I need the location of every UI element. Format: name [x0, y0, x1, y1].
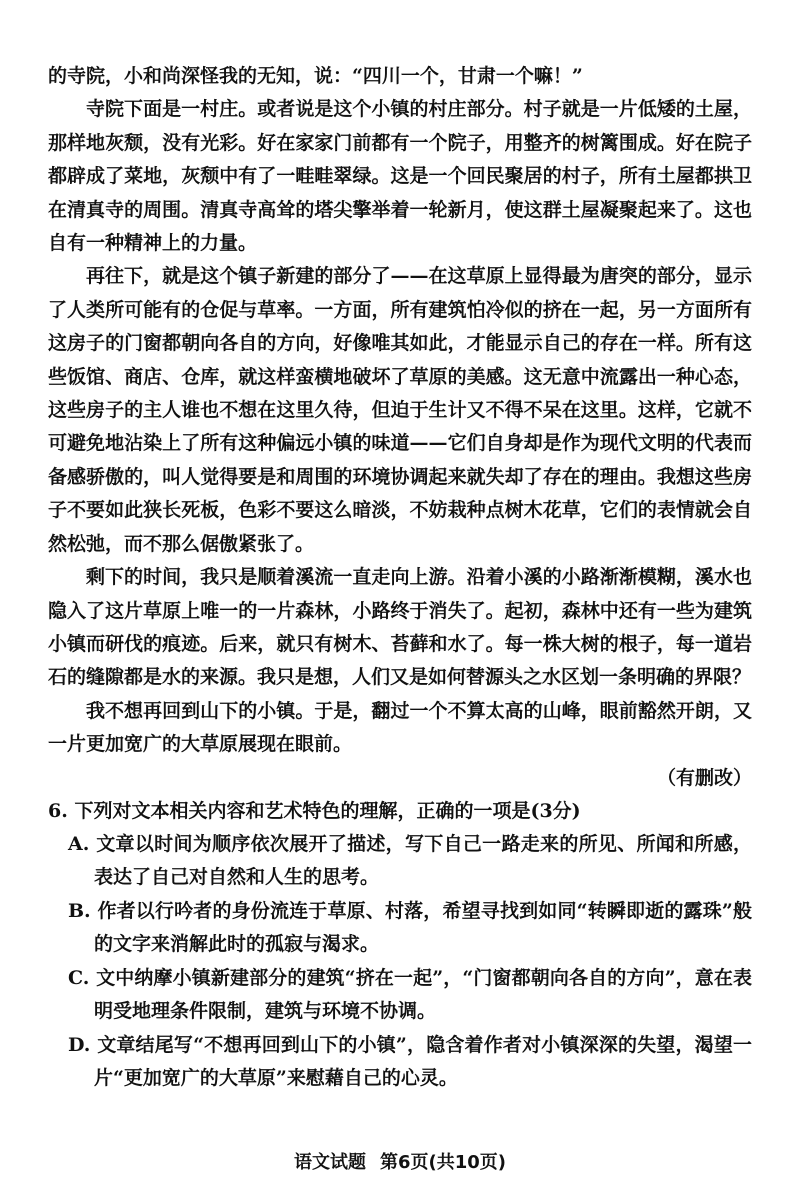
option-b: B. 作者以行吟者的身份流连于草原、村落，希望寻找到如同“转瞬即逝的露珠”般的文字来消解此时的孤寂与渴求。	[68, 899, 752, 956]
passage-paragraph: 剩下的时间，我只是顺着溪流一直走向上游。沿着小溪的小路渐渐模糊，溪水也隐入了这片草原上唯一的一片森林，小路终于消失了。起初，森林中还有一些为建筑小镇而研伐的痕迹。后来，就只有树木、苔藓和水了。每一株大树的根子，每一道岩石的缝隙都是水的来源。我只是想，人们又是如何替源头之水区划一条明确的界限？	[48, 566, 752, 689]
source-note: （有删改）	[656, 766, 752, 789]
passage	[48, 60, 752, 795]
answer-options	[48, 828, 752, 1096]
question-stem: 6. 下列对文本相关内容和艺术特色的理解，正确的一项是(3分)	[48, 799, 581, 822]
passage-paragraph: 我不想再回到山下的小镇。于是，翻过一个不算太高的山峰，眼前豁然开朗，又一片更加宽广的大草原展现在眼前。	[48, 699, 752, 756]
passage-paragraph: 再往下，就是这个镇子新建的部分了——在这草原上显得最为唐突的部分，显示了人类所可能有的仓促与草率。一方面，所有建筑怕冷似的挤在一起，另一方面所有这房子的门窗都朝向各自的方向，好像唯其如此，才能显示自己的存在一样。所有这些饭馆、商店、仓库，就这样蛮横地破坏了草原的美感。这无意中流露出一种心态，这些房子的主人谁也不想在这里久待，但迫于生计又不得不呆在这里。这样，它就不可避免地沾染上了所有这种偏远小镇的味道——它们自身却是作为现代文明的代表而备感骄傲的，叫人觉得要是和周围的环境协调起来就失却了存在的理由。我想这些房子不要如此狭长死板，色彩不要这么暗淡，不妨栽种点树木花草，它们的表情就会自然松弛，而不那么倨傲紧张了。	[48, 265, 752, 555]
option-c: C. 文中纳摩小镇新建部分的建筑“挤在一起”，“门窗都朝向各自的方向”，意在表明受地理条件限制，建筑与环境不协调。	[68, 966, 752, 1023]
page-footer	[0, 1148, 800, 1174]
option-d: D. 文章结尾写“不想再回到山下的小镇”，隐含着作者对小镇深深的失望，渴望一片“更加宽广的大草原”来慰藉自己的心灵。	[68, 1033, 752, 1090]
passage-paragraph: 寺院下面是一村庄。或者说是这个小镇的村庄部分。村子就是一片低矮的土屋，那样地灰颓，没有光彩。好在家家门前都有一个院子，用整齐的树篱围成。好在院子都辟成了菜地，灰颓中有了一畦畦翠绿。这是一个回民聚居的村子，所有土屋都拱卫在清真寺的周围。清真寺高耸的塔尖擎举着一轮新月，使这群土屋凝聚起来了。这也自有一种精神上的力量。	[48, 98, 752, 255]
footer-page-number: 第6页(共10页)	[379, 1152, 507, 1173]
option-a: A. 文章以时间为顺序依次展开了描述，写下自己一路走来的所见、所闻和所感，表达了自己对自然和人生的思考。	[68, 832, 752, 889]
question-block	[48, 795, 752, 1096]
footer-subject: 语文试题	[293, 1152, 366, 1173]
passage-paragraph: 的寺院，小和尚深怪我的无知，说：“四川一个，甘肃一个嘛！”	[48, 65, 583, 87]
